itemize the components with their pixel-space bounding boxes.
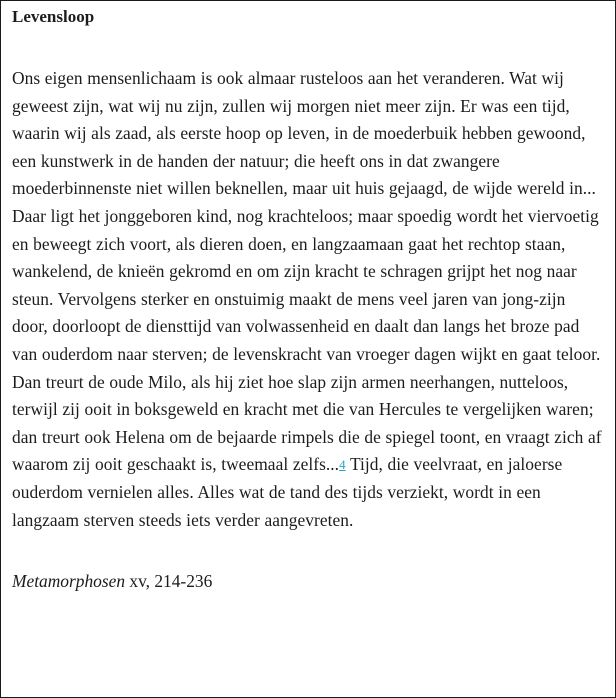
passage-text-before-note: Ons eigen mensenlichaam is ook almaar rusteloos aan het veranderen. Wat wij geweest zijn, wat wij nu zijn, zullen wij morgen niet meer zijn. Er was een tijd, waarin wij als zaad, als eerste hoop op leven, in de moederbuik hebben gewoond, een kunstwerk in de handen der natuur; die heeft ons in dat zwangere moederbinnenste niet willen beknellen, maar uit huis gejaagd, de wijde wereld in... Daar ligt het jonggeboren kind, nog krachteloos; maar spoedig wordt het viervoetig en beweegt zich voort, als dieren doen, en langzaamaan gaat het rechtop staan, wankelend, de knieën gekromd en om zijn kracht te schragen grijpt het nog naar steun. Vervolgens sterker en onstuimig maakt de mens veel jaren van jong-zijn door, doorloopt de diensttijd van volwassenheid en daalt dan langs het broze pad van ouderdom naar sterven; de levenskracht van vroeger dagen wijkt en gaat teloor. Dan treurt de oude Milo, als hij ziet hoe slap zijn armen neerhangen, nutteloos, terwijl zij ooit in boksgeweld en kracht met die van Hercules te vergelijken waren; dan treurt ook Helena om de bejaarde rimpels die de spiegel toont, en vraagt zich af waarom zij ooit geschaakt is, tweemaal zelfs... — [12, 68, 602, 475]
passage-paragraph — [12, 65, 605, 534]
section-heading: Levensloop — [12, 7, 95, 26]
footnote-link[interactable]: 4 — [339, 457, 346, 473]
citation-work-title: Metamorphosen — [12, 571, 126, 592]
citation-reference: xv, 214-236 — [125, 571, 213, 592]
passage-text-after-note: Tijd, die veelvraat, en jaloerse ouderdom vernielen alles. Alles wat de tand des tijds verziekt, wordt in een langzaam sterven steeds iets verder aangevreten. — [12, 454, 563, 530]
source-citation — [12, 568, 605, 595]
